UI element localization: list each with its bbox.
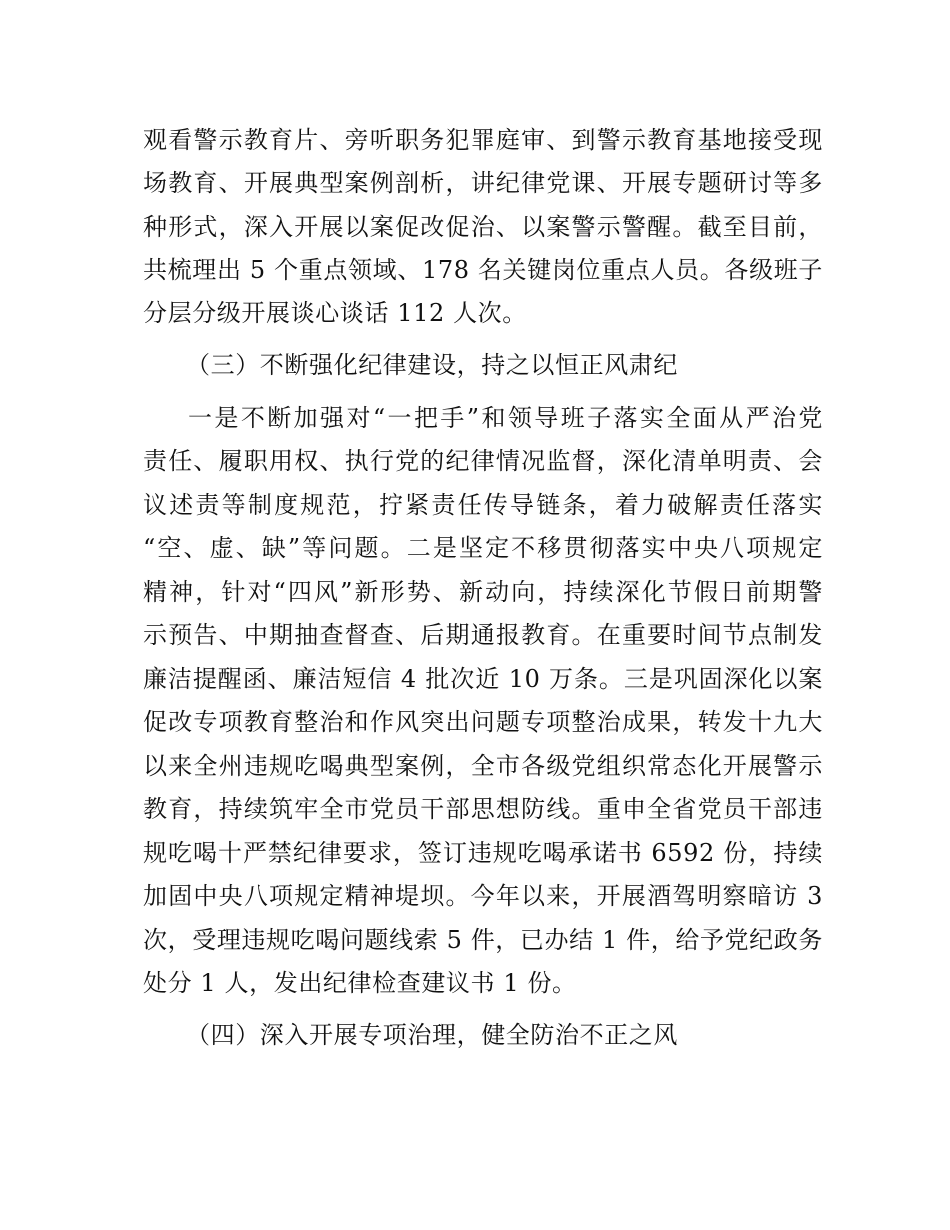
section-heading-4: （四）深入开展专项治理，健全防治不正之风 [186,1021,678,1049]
paragraph-2-line-5: 精神，针对“四风”新形势、新动向，持续深化节假日前期警 [143,578,823,606]
paragraph-2-line-9: 以来全州违规吃喝典型案例，全市各级党组织常态化开展警示 [143,752,823,780]
paragraph-1-line-1: 观看警示教育片、旁听职务犯罪庭审、到警示教育基地接受现 [143,126,823,154]
paragraph-2-line-10: 教育，持续筑牢全市党员干部思想防线。重申全省党员干部违 [143,795,823,823]
paragraph-2-line-12: 加固中央八项规定精神堤坝。今年以来，开展酒驾明察暗访 3 [143,882,823,910]
paragraph-2-line-6: 示预告、中期抽查督查、后期通报教育。在重要时间节点制发 [143,621,823,649]
paragraph-2-line-2: 责任、履职用权、执行党的纪律情况监督，深化清单明责、会 [143,447,823,475]
paragraph-2-line-8: 促改专项教育整治和作风突出问题专项整治成果，转发十九大 [143,708,823,736]
paragraph-1-line-5: 分层分级开展谈心谈话 112 人次。 [143,299,527,327]
paragraph-1-line-2: 场教育、开展典型案例剖析，讲纪律党课、开展专题研讨等多 [143,169,823,197]
paragraph-2-line-13: 次，受理违规吃喝问题线索 5 件，已办结 1 件，给予党纪政务 [143,926,823,954]
section-heading-3: （三）不断强化纪律建设，持之以恒正风肃纪 [186,351,678,379]
paragraph-1-line-3: 种形式，深入开展以案促改促治、以案警示警醒。截至目前， [143,213,823,241]
paragraph-2-line-14: 处分 1 人，发出纪律检查建议书 1 份。 [143,969,577,997]
paragraph-2-line-1: 一是不断加强对“一把手”和领导班子落实全面从严治党 [188,404,823,432]
paragraph-1-line-4: 共梳理出 5 个重点领域、178 名关键岗位重点人员。各级班子 [143,256,823,284]
paragraph-2-line-7: 廉洁提醒函、廉洁短信 4 批次近 10 万条。三是巩固深化以案 [143,665,823,693]
paragraph-2-line-3: 议述责等制度规范，拧紧责任传导链条，着力破解责任落实 [143,491,823,519]
paragraph-2-line-4: “空、虚、缺”等问题。二是坚定不移贯彻落实中央八项规定 [143,534,823,562]
paragraph-2-line-11: 规吃喝十严禁纪律要求，签订违规吃喝承诺书 6592 份，持续 [143,839,823,867]
